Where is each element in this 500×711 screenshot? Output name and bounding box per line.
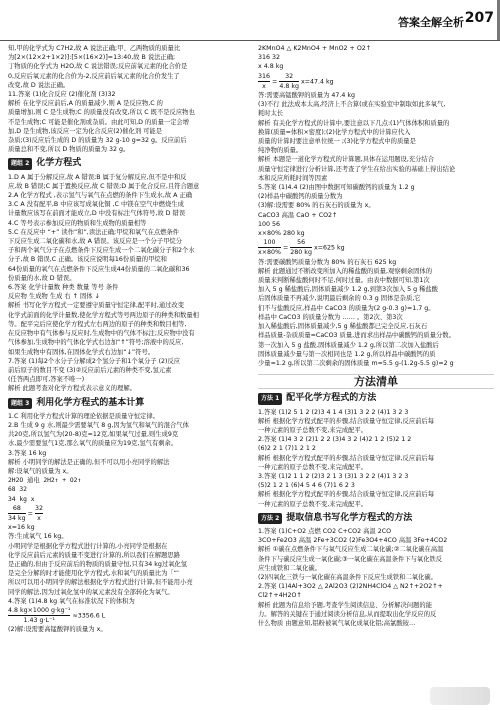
equation-water-mass: 68 32	[8, 486, 27, 494]
text-line: 1.答案 (1)2 5 1 2 (2)3 4 1 4 (3)1 3 2 2 (4)1 3 2 3	[258, 408, 409, 416]
header-title: 答案全解全析	[398, 16, 464, 29]
equation-water: 2H2O 通电 2H2↑ + O2↑	[8, 477, 82, 485]
text-line: 第一次加入 5 g 盐酸,固体质量减少 1.2 g,所以第二次加入盐酸后	[258, 341, 439, 349]
text-line: 1.C 利用化学方程式计算的理论依据是质量守恒定律。	[8, 412, 159, 420]
text-line: 2KMnO4 △ K2MnO4 + MnO2 + O2↑	[258, 45, 372, 52]
text-line: 样品质量-杂质质量=CaCO3 质量,进而求出样品中碳酸钙的质量分数。	[258, 332, 455, 340]
text-line: (任答两点即可,答案不唯一)	[8, 376, 85, 384]
section-3-body	[8, 412, 244, 476]
text-line: 丁物质的化学式为 H2O,故 C 说法错误;反应前氧元素的化合价是	[8, 63, 188, 71]
method-2-body	[258, 527, 494, 628]
text-line: 份质量的水,故 D 错误。	[8, 274, 76, 282]
text-line: 下反应生成二氧化碳和水,故 A 错误。该反应是一个分子甲烷分	[8, 238, 183, 246]
method-list-banner: 方法清单	[258, 374, 494, 389]
text-line: 一种元素的原子总数不变,来完成配平。	[258, 426, 368, 434]
text-line: 2.A 化学方程式 ,表示氢气与氧气在点燃的条件下生成水,故 A 正确	[8, 192, 193, 200]
text-line: 共20克,所以氢气为(20-8)克=12克,如果氧气过量,则生成9克	[8, 431, 179, 439]
section-3-tag: 题组 3	[8, 398, 32, 409]
text-line: x 4.8 kg	[258, 63, 284, 71]
text-line: 少量=1.2 g,所以第二次剩余的固体质量 m=5.5 g-(1.2g-5.5 g)=2 g	[258, 359, 454, 367]
text-line: 3.答案 (1)2 1 1 2 (2)3 2 1 3 (3)1 3 2 2 (4)1 3 2 3	[258, 472, 409, 480]
text-line: 应生成铁和二氧化碳。	[258, 564, 321, 572]
watermark-logo	[430, 687, 490, 705]
text-line: 固体质量减少量与第一次相同也是 1.2 g,所以样品中碳酸钙的质	[258, 350, 436, 358]
text-line: 解析 在化学反应前后,A 的质量减少,则 A 是反应物,C 的	[8, 100, 163, 108]
text-line: 分子,故 B 错误,C 正确。该反应说明每16份质量的甲烷和	[8, 256, 167, 264]
text-line: 知,甲的化学式为 C7H2,故 A 说法正确;甲、乙两物质的质量比	[8, 45, 181, 52]
section-3-heading	[8, 398, 244, 409]
text-line: 质量增加,则 C 是生成物;C 的质量没有改变,所以 C 既不是反应物也	[8, 109, 195, 117]
text-line: 解析 本题是一道化学方程式的计算题,具体在运用题设,充分结合	[258, 156, 435, 164]
text-line: 3.C A 没有配平,B 中应该写成氧化铜 ,C 中镁在空气中燃烧生成	[8, 201, 184, 209]
text-line: (3)解:设需要 80% 的石灰石的质量为 x。	[258, 202, 375, 210]
method-2-title: 提取信息书写化学方程式的方法	[286, 512, 413, 523]
section-3-title: 利用化学方程式的基本计算	[36, 397, 145, 408]
text-line: 前后原子的数目不变 (3)②反应前后元素的种类不变,氢元素	[8, 366, 172, 374]
text-line: 小明同学是根据化学方程式进行计算的,小亮同学是根据在	[8, 542, 168, 550]
text-line: 样品中 CaCO3 的质量分数为 …… 。第2次、第3次	[258, 313, 403, 321]
section-3-body-b	[8, 542, 244, 606]
proportion-water: $\frac{68}{34 kg}$ = $\frac{32}{x}$	[8, 504, 43, 522]
method-1-title: 配平化学方程式的方法	[286, 393, 377, 404]
text-line: 1.D A 属于分解反应,故 A 错误;B 属于复分解反应,但不是中和反	[8, 173, 187, 181]
text-line: 解析 根据化学方程式配平的步骤,结合质量守恒定律,反应前后每	[258, 491, 435, 499]
answer-water: 答:生成氧气 16 kg。	[8, 533, 68, 541]
text-line: 气体参加,生成物中的气体化学式右边加“↑”符号;溶液中的反应,	[8, 339, 184, 347]
section-2-tag: 题组 2	[8, 158, 32, 169]
text-line: 质量总和不变,所以 D 物质的质量为 32 g。	[8, 146, 130, 154]
text-line: 质量守恒定律进行分析计算,还考查了学生在给出实验的基础上得出结论	[258, 165, 456, 173]
text-line: 2.答案 (1)4Al+3O2 △ 2Al2O3 (2)2NH4ClO4 △ N2↑+2O2↑+	[258, 583, 443, 591]
method-1-tag: 方法 1	[258, 393, 282, 404]
text-line: 加,D 是生成物,该反应一定为化合反应(2)催化剂 可能是	[8, 127, 163, 135]
text-line: 答:需要高锰酸钾的质量为 47.4 kg	[258, 92, 356, 100]
text-line: (2)样品中碳酸钙的质量分数为	[258, 193, 343, 201]
right-top-block-3	[258, 258, 494, 368]
text-line: 们不与盐酸反应,样品中 CaCO3 的质量为(2 g-0.3 g)=1.7 g。	[258, 304, 435, 312]
text-line: 解析 书写化学方程式一定要遵守质量守恒定律,配平时,通过改变	[8, 302, 185, 310]
text-line: 纯净物的质量。	[258, 147, 303, 155]
text-line: 在反应物中有气体参与反应时,生成物中的气体不标注;反应物中没有	[8, 330, 195, 338]
text-line: 4.C 等号表示参加反应的物质和生成物的质量相等	[8, 219, 147, 227]
text-line: 质量来判断稀盐酸何时不足,何时过量。由表中数据可知,第1次	[258, 277, 430, 285]
text-line: 解析 根据化学方程式配平的步骤,结合质量守恒定律,反应前后每	[258, 417, 435, 425]
text-line: 解析 小明同学的解法是正确的,但不可以用小亮同学的解法	[8, 458, 170, 466]
text-line: 2.B 生成 9 g 水,则最少需要氧气 8 g,因为氢气和氧气的混合气体	[8, 421, 189, 429]
text-line: 一种元素的原子总数不变,来完成配平。	[258, 500, 368, 508]
text-line: 是完全分解的时才能使用化学方程式,水和氧气的质量比为「“‘	[8, 570, 179, 578]
page-number: 207	[464, 10, 494, 26]
text-line: 5.C 在反应中 “+” 读作“和”,读法正确;甲烷和氧气在点燃条件	[8, 228, 180, 236]
text-line: 为[2×(12×2+1×2)]:[5×(16×2)]=13:40,故 B 说法正确;	[8, 54, 176, 62]
text-line: CaCO3 高温 CaO + CO2↑	[258, 211, 338, 219]
text-line: 是正确的,但由于反应前后的物质的质量守恒,只有34 kg过氧化氢	[8, 560, 188, 568]
right-column	[258, 44, 494, 628]
method-2-heading	[258, 513, 494, 524]
text-line: 解析 此题考查对化学方程式表示意义的理解。	[8, 385, 136, 393]
text-line: 应,故 B 错误;C 属于置换反应,故 C 错误;D 属于化合反应,且符合题意	[8, 182, 200, 190]
text-line: (6)2 2 1 (7)1 2 1 2	[258, 445, 316, 453]
text-line: 所以可以用小明同学的解法根据化学方程式进行计算,但不能用小亮	[8, 579, 193, 587]
text-line: 化学式前面的化学计量数,使化学方程式等号两边原子的种类和数量相	[8, 311, 199, 319]
text-line: 4.答案 (1)4.8 kg 氧气在标准状况下的体积为	[8, 597, 135, 605]
text-line: 解析 此题通过不断改变所加入的稀盐酸的质量,观察剩余固体的	[258, 267, 433, 275]
text-line: 1.答案 (1)C+O2 点燃 CO2 C+CO2 高温 2CO	[258, 527, 392, 535]
text-line: 11.答案 (1)化合反应 (2)催化剂 (3)32	[8, 91, 116, 99]
text-line: Cl2↑+4H2O↑	[258, 592, 302, 600]
text-line: 解析 此题为信息给予题,考查学生阅读信息、分析解决问题的能	[258, 601, 433, 609]
text-line: 6.答案 化学计量数 种类 数量 等号 条件	[8, 284, 119, 292]
text-line: 0,反应后氧元素的化合价为-2,反应前后氧元素的化合价发生了	[8, 72, 180, 80]
text-line: 耗时太长	[258, 110, 284, 118]
text-line: 加入稀盐酸后,固体质量减少,5 g 稀盐酸都已完全反应,石灰石	[258, 323, 428, 331]
text-line: 换算(质量=体积×密度);(2)化学方程式中的计算应代入	[258, 128, 411, 136]
text-line: 杂质;(3)反应后生成的 D 的质量为 32 g-10 g=32 g。反应前后	[8, 137, 187, 145]
proportion-kmno4: $\frac{316}{x}$ = $\frac{32}{4.8 kg}$ x=47.4 kg	[258, 72, 334, 90]
text-line: 什么物质 由题意知,铝粉被氧气氧化成氧化铝;高氯酸铵…	[258, 619, 416, 627]
text-line: 后固体质量不再减少,说明最后剩余的 0.3 g 固体是杂质,它	[258, 295, 421, 303]
text-line: 3CO+Fe2O3 高温 2Fe+3CO2 (2)Fe3O4+4CO 高温 3Fe+4CO2	[258, 537, 448, 545]
text-line: 答:需要碳酸钙质量分数为 80% 的石灰石 625 kg	[258, 258, 397, 266]
text-line: (2)四氧化三铁与一氧化碳在高温条件下反应生成铁和二氧化碳。	[258, 573, 437, 581]
text-line: 加入 5 g 稀盐酸后,固体质量减少 1.2 g,到第3次加入 5 g 稀盐酸	[258, 286, 438, 294]
text-line: 64份质量的氧气在点燃条件下反应生成44份质量的二氧化碳和36	[8, 265, 190, 273]
page-header	[0, 0, 500, 41]
text-line: 不是生成物;C 可能是催化剂或杂质。由此可知,D 的质量一定会增	[8, 118, 190, 126]
right-top-block	[258, 44, 494, 72]
section-2-heading	[8, 158, 244, 169]
volume-calculation: $\frac{\text{4.8 kg×1000 g·kg⁻¹}}{\text{1.43 g·L⁻¹}}$ ≈3356.6 L	[8, 606, 106, 625]
text-line: 力。解答的关键在于通过阅读分析信息,从而提取出化学反应的反	[258, 610, 437, 618]
text-line: 反应物 生成物 生成 右 ↑ 固体 ↓	[8, 293, 100, 301]
text-line: 化学反应前后元素的质量不变进行计算的,所以我们在解题思路	[8, 551, 181, 559]
text-line: 100 56	[258, 220, 281, 228]
text-line: 316 32	[258, 54, 281, 62]
text-line: 本和反应所耗时间等因素	[258, 174, 328, 182]
text-line: 解析 根据化学方程式配平的步骤,结合质量守恒定律,反应前后每	[258, 454, 435, 462]
text-line: x×80% 280 kg	[258, 230, 305, 238]
proportion-caco3: $\frac{100}{x\times 80\%}$ = $\frac{56}{280 kg}$ x=625 kg	[258, 239, 345, 257]
result-water: x=16 kg	[8, 524, 35, 532]
left-column	[8, 44, 244, 635]
equation-water-values: 34 kg x	[8, 495, 35, 503]
right-top-block-2	[258, 91, 494, 238]
section-2-title: 化学方程式	[36, 158, 82, 169]
text-line: 如果生成物中有固体,在固体化学式右边加“↓”符号。	[8, 348, 155, 356]
text-line: 条件下与碳反应生成一氧化碳;③一氧化碳在高温条件下与氧化铁反	[258, 555, 443, 563]
method-2-tag: 方法 2	[258, 513, 282, 524]
text-line: 计量数应该写在前面才能成立,D 中没有标注气体符号,故 D 错误	[8, 210, 186, 218]
method-1-heading	[258, 393, 494, 404]
text-line: 解:设氧气的质量为 x。	[8, 467, 73, 475]
left-top-block	[8, 44, 244, 154]
text-line: 质量的计算时要注意单位统一 ;(3)化学方程式中的质量是	[258, 138, 416, 146]
text-line: (3)不行 此法成本太高,经济上不合算(或在实验室中制取如此多氧气,	[258, 101, 446, 109]
text-line: 解析 有关化学方程式的计算中,要注意以下几点:(1)气体体积和质量的	[258, 119, 450, 127]
text-line: 子和两个氧气分子在点燃条件下反应生成一个二氧化碳分子和2个水	[8, 247, 195, 255]
text-line: 5.答案 (1)4.4 (2)由图中数据可知碳酸钙的质量为 1.2 g	[258, 184, 415, 192]
text-line: 一种元素的原子总数不变,来完成配平。	[258, 463, 368, 471]
text-line: 7.答案 (1)每2个水分子分解成2个氢分子和1个氧分子 (2)反应	[8, 357, 181, 365]
section-3-body-c: (2)解:设需要高锰酸钾的质量为 x。	[8, 626, 107, 634]
method-1-body	[258, 408, 494, 509]
text-line: (5)2 1 2 1 (6)4 5 4 6 (7)1 6 2 3	[258, 482, 355, 490]
text-line: 3.答案 16 kg	[8, 449, 47, 457]
text-line: 水,最少需要氢气1克,那么氧气的质量应为19克,氢气有剩余。	[8, 440, 178, 448]
text-line: 等。配平完后应使化学方程式左右两边的原子的种类和数目相等,	[8, 320, 187, 328]
text-line: 解析 ①碳在点燃条件下与氧气反应生成二氧化碳;②二氧化碳在高温	[258, 546, 444, 554]
text-line: 同学的解法,因为过氧化氢中的氧元素没有全部转化为氧气。	[8, 588, 174, 596]
text-line: 2.答案 (1)4 3 2 (2)1 2 2 (3)4 3 2 (4)2 1 2 (5)2 1 2	[258, 436, 412, 444]
text-line: 改变,故 D 说法正确。	[8, 81, 70, 89]
section-2-body	[8, 173, 244, 394]
